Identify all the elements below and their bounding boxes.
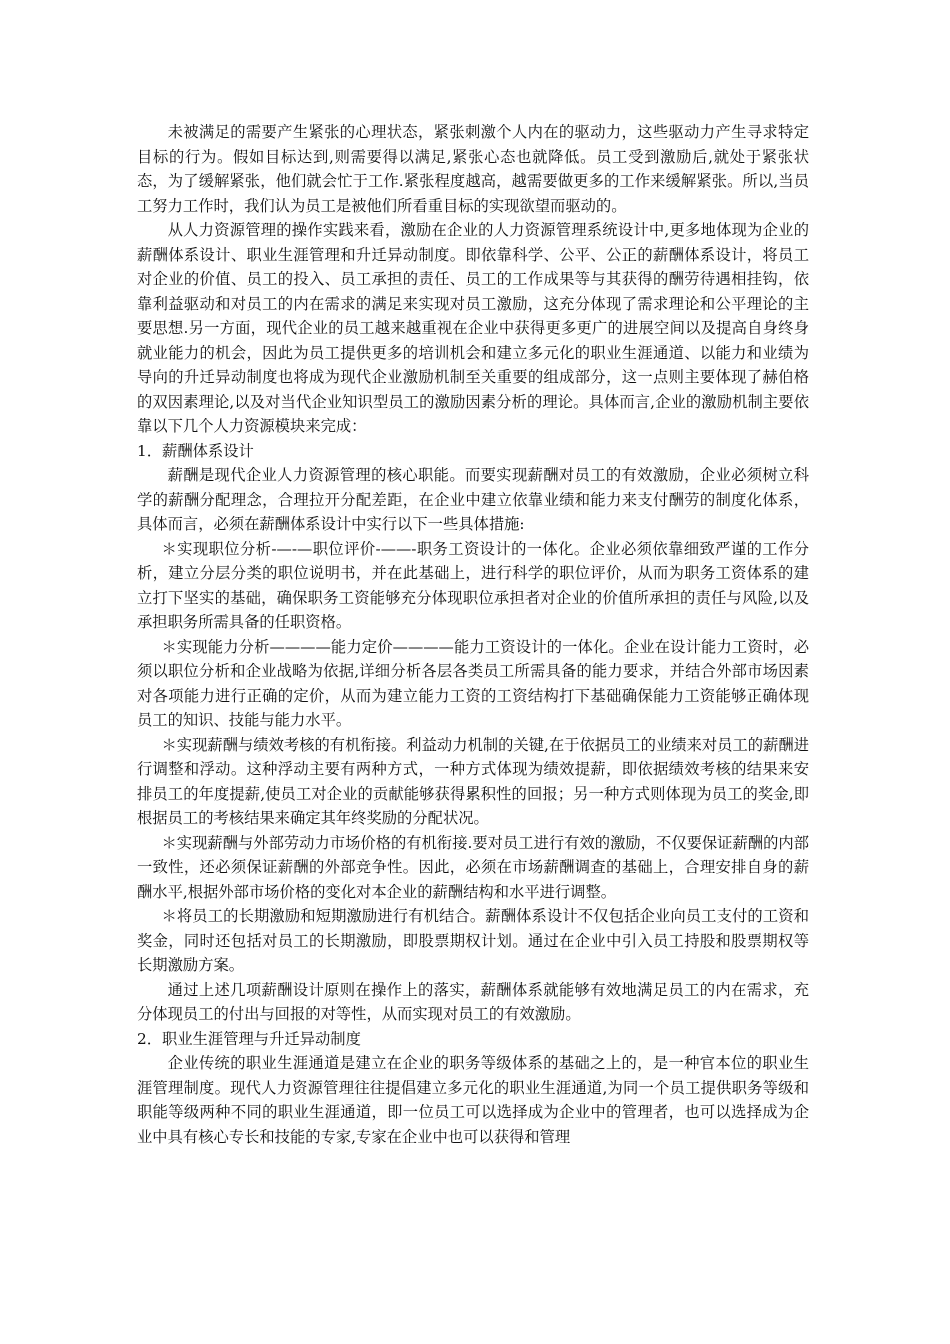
section-heading-compensation: 1．薪酬体系设计 — [137, 441, 254, 460]
bullet-market-price-link: ＊实现薪酬与外部劳动力市场价格的有机衔接.要对员工进行有效的激励，不仅要保证薪酬的内部一致性，还必须保证薪酬的外部竞争性。因此，必须在市场薪酬调查的基础上，合理安排自身的薪酬水平,根据外部市场价格的变化对本企业的薪酬结构和水平进行调整。 — [137, 833, 809, 901]
document-page — [137, 120, 809, 1149]
bullet-performance-link: ＊实现薪酬与绩效考核的有机衔接。利益动力机制的关键,在于依据员工的业绩来对员工的薪酬进行调整和浮动。这种浮动主要有两种方式，一种方式体现为绩效提薪，即依据绩效考核的结果来安排员工的年度提薪,使员工对企业的贡献能够获得累积性的回报；另一种方式则体现为员工的奖金,即根据员工的考核结果来确定其年终奖励的分配状况。 — [137, 735, 809, 827]
section-heading-career: 2．职业生涯管理与升迁异动制度 — [137, 1029, 361, 1048]
bullet-ability-analysis: ＊实现能力分析————能力定价————能力工资设计的一体化。企业在设计能力工资时，必须以职位分析和企业战略为依据,详细分析各层各类员工所需具备的能力要求，并结合外部市场因素对各项能力进行正确的定价，从而为建立能力工资的工资结构打下基础确保能力工资能够正确体现员工的知识、技能与能力水平。 — [137, 637, 809, 729]
paragraph-hr-practice: 从人力资源管理的操作实践来看，激励在企业的人力资源管理系统设计中,更多地体现为企业的薪酬体系设计、职业生涯管理和升迁异动制度。即依靠科学、公平、公正的薪酬体系设计，将员工对企业的价值、员工的投入、员工承担的责任、员工的工作成果等与其获得的酬劳待遇相挂钩，依靠利益驱动和对员工的内在需求的满足来实现对员工激励，这充分体现了需求理论和公平理论的主要思想.另一方面，现代企业的员工越来越重视在企业中获得更多更广的进展空间以及提高自身终身就业能力的机会，因此为员工提供更多的培训机会和建立多元化的职业生涯通道、以能力和业绩为导向的升迁异动制度也将成为现代企业激励机制至关重要的组成部分，这一点则主要体现了赫伯格的双因素理论,以及对当代企业知识型员工的激励因素分析的理论。具体而言,企业的激励机制主要依靠以下几个人力资源模块来完成： — [137, 221, 809, 435]
paragraph-tension-motivation: 未被满足的需要产生紧张的心理状态，紧张刺激个人内在的驱动力，这些驱动力产生寻求特定目标的行为。假如目标达到,则需要得以满足,紧张心态也就降低。员工受到激励后,就处于紧张状态，为了缓解紧张，他们就会忙于工作.紧张程度越高，越需要做更多的工作来缓解紧张。所以,当员工努力工作时，我们认为员工是被他们所看重目标的实现欲望而驱动的。 — [137, 123, 809, 215]
bullet-position-analysis: ＊实现职位分析-—-—职位评价-——-职务工资设计的一体化。企业必须依靠细致严谨的工作分析，建立分层分类的职位说明书，并在此基础上，进行科学的职位评价，从而为职务工资体系的建立打下坚实的基础，确保职务工资能够充分体现职位承担者对企业的价值所承担的责任与风险,以及承担职务所需具备的任职资格。 — [137, 539, 809, 631]
paragraph-career-path: 企业传统的职业生涯通道是建立在企业的职务等级体系的基础之上的，是一种官本位的职业生涯管理制度。现代人力资源管理往往提倡建立多元化的职业生涯通道,为同一个员工提供职务等级和职能等级两种不同的职业生涯通道，即一位员工可以选择成为企业中的管理者，也可以选择成为企业中具有核心专长和技能的专家,专家在企业中也可以获得和管理 — [137, 1054, 809, 1146]
bullet-long-short-term: ＊将员工的长期激励和短期激励进行有机结合。薪酬体系设计不仅包括企业向员工支付的工资和奖金，同时还包括对员工的长期激励，即股票期权计划。通过在企业中引入员工持股和股票期权等长期激励方案。 — [137, 907, 809, 974]
paragraph-compensation-intro: 薪酬是现代企业人力资源管理的核心职能。而要实现薪酬对员工的有效激励，企业必须树立科学的薪酬分配理念，合理拉开分配差距，在企业中建立依靠业绩和能力来支付酬劳的制度化体系，具体而言，必须在薪酬体系设计中实行以下一些具体措施: — [137, 466, 809, 533]
paragraph-compensation-summary: 通过上述几项薪酬设计原则在操作上的落实，薪酬体系就能够有效地满足员工的内在需求，充分体现员工的付出与回报的对等性，从而实现对员工的有效激励。 — [137, 980, 809, 1023]
